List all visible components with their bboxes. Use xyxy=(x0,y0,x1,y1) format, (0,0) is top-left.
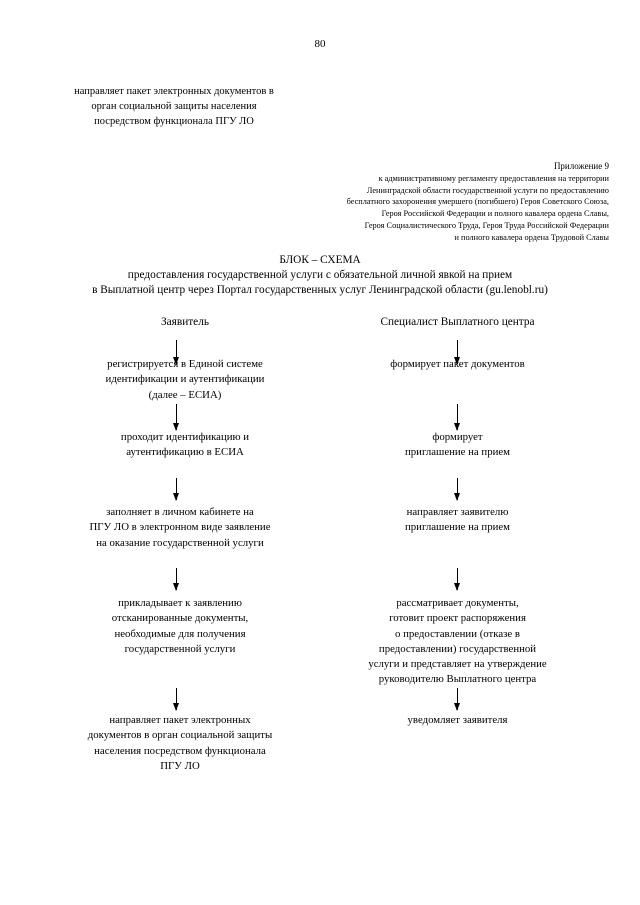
step-line: уведомляет заявителя xyxy=(407,714,508,726)
step-line: необходимые для получения xyxy=(114,627,246,640)
scheme-heading: БЛОК – СХЕМА xyxy=(279,254,361,266)
step-line: прикладывает к заявлению xyxy=(118,597,242,609)
step-line: о предоставлении (отказе в xyxy=(395,627,520,640)
scheme-title xyxy=(0,253,640,299)
step-line: отсканированные документы, xyxy=(111,612,249,625)
step-line: услуги и представляет на утверждение xyxy=(368,658,547,671)
step-line: готовит проект распоряжения xyxy=(389,612,526,625)
step-line: документов в орган социальной защиты xyxy=(87,729,273,742)
specialist-step-form-invitation xyxy=(340,430,575,461)
specialist-step-review xyxy=(335,596,580,688)
step-line: населения посредством функционала xyxy=(94,744,266,757)
step-line: проходит идентификацию и xyxy=(120,431,250,443)
applicant-step-register xyxy=(60,357,310,403)
page-number: 80 xyxy=(314,38,326,50)
flow-arrow xyxy=(457,478,458,500)
carryover-line: посредством функционала ПГУ ЛО xyxy=(94,116,254,127)
scheme-subtitle-line: в Выплатной центр через Портал государственных услуг Ленинградской области (gu.lenobl.ru) xyxy=(92,284,548,297)
flow-arrow xyxy=(457,688,458,710)
flow-arrow xyxy=(457,568,458,590)
carryover-line: орган социальной защиты населения xyxy=(91,101,257,112)
appendix-line: Героя Социалистического Труда, Героя Труда Российской Федерации xyxy=(364,220,609,230)
appendix-line: бесплатного захоронения умершего (погибшего) Героя Советского Союза, xyxy=(346,197,609,207)
step-line: предоставлении) государственной xyxy=(378,642,537,655)
flow-arrow xyxy=(457,404,458,430)
step-line: направляет заявителю xyxy=(406,506,509,518)
step-line: формирует xyxy=(432,431,483,443)
flow-arrow xyxy=(176,478,177,500)
step-line: приглашение на прием xyxy=(404,521,511,534)
flow-arrow xyxy=(176,404,177,430)
right-column-heading: Специалист Выплатного центра xyxy=(380,316,535,328)
scheme-subtitle-line: предоставления государственной услуги с обязательной личной явкой на прием xyxy=(127,269,513,282)
specialist-step-notify xyxy=(340,713,575,728)
step-line: ПГУ ЛО в электронном виде заявление xyxy=(89,521,271,534)
appendix-line: Героя Российской Федерации и полного кавалера ордена Славы, xyxy=(381,209,609,219)
left-column-heading: Заявитель xyxy=(161,316,209,328)
appendix-line: и полного кавалера ордена Трудовой Славы xyxy=(454,232,609,242)
flow-arrow xyxy=(176,688,177,710)
applicant-step-fill-form xyxy=(50,505,310,551)
step-line: государственной услуги xyxy=(124,642,236,655)
step-line: на оказание государственной услуги xyxy=(96,536,264,549)
carryover-line: направляет пакет электронных документов в xyxy=(74,86,274,97)
carryover-text xyxy=(40,84,308,129)
step-line: регистрируется в Единой системе xyxy=(107,358,263,370)
specialist-step-form-package xyxy=(340,357,575,372)
appendix-line: Ленинградской области государственной услуги по предоставлению xyxy=(366,185,609,195)
step-line: приглашение на прием xyxy=(404,446,511,459)
appendix-header xyxy=(347,159,609,243)
step-line: направляет пакет электронных xyxy=(109,714,251,726)
step-line: (далее – ЕСИА) xyxy=(148,388,222,401)
appendix-title: Приложение 9 xyxy=(553,161,609,171)
applicant-step-authenticate xyxy=(60,430,310,461)
step-line: идентификации и аутентификации xyxy=(105,373,265,386)
flow-arrow xyxy=(176,568,177,590)
step-line: формирует пакет документов xyxy=(390,358,525,370)
step-line: аутентификацию в ЕСИА xyxy=(126,446,244,459)
applicant-step-attach xyxy=(50,596,310,657)
applicant-step-submit xyxy=(50,713,310,774)
step-line: заполняет в личном кабинете на xyxy=(106,506,254,518)
step-line: рассматривает документы, xyxy=(396,597,519,609)
step-line: руководителю Выплатного центра xyxy=(378,673,537,686)
appendix-line: к административному регламенту предоставления на территории xyxy=(378,174,609,183)
step-line: ПГУ ЛО xyxy=(160,759,200,772)
specialist-step-send-invitation xyxy=(340,505,575,536)
